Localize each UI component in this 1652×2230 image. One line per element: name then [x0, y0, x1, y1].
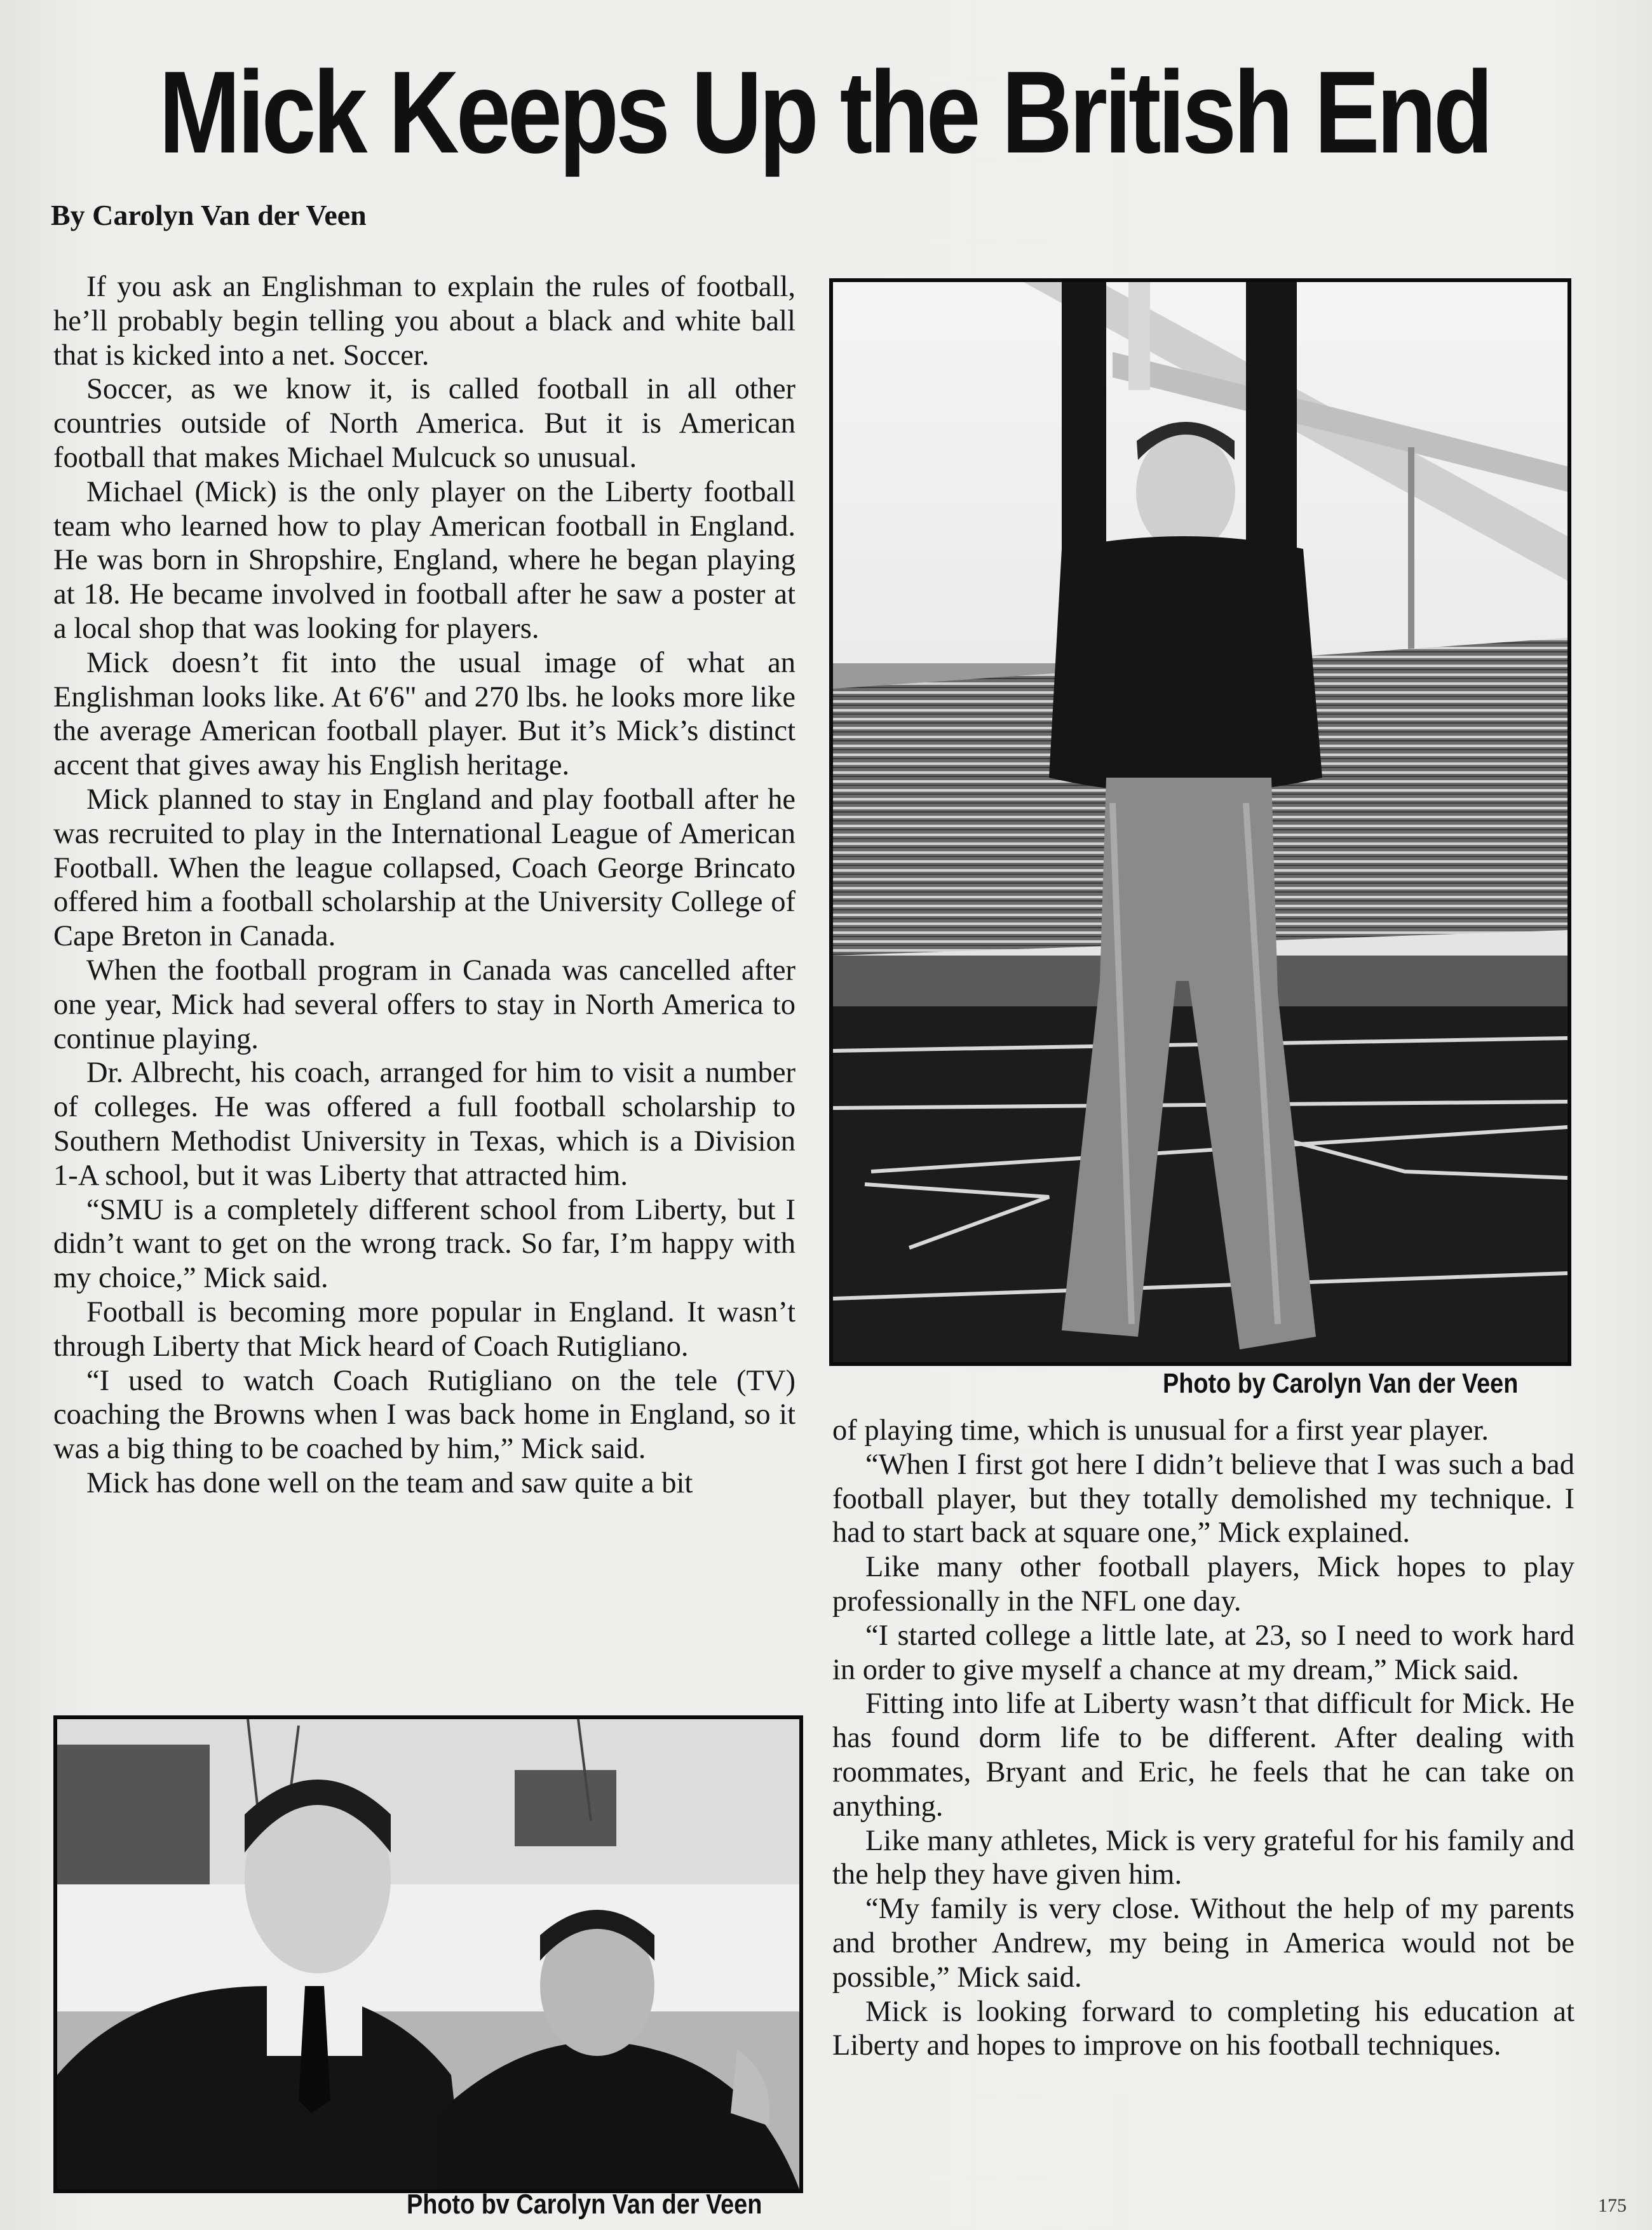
right-text-column [832, 1414, 1574, 2189]
paragraph: Like many athletes, Mick is very grateful for his family and the help they have given him. [832, 1824, 1574, 1891]
paragraph: Mick doesn’t fit into the usual image of what an Englishman looks like. At 6′6" and 270 lbs. he looks more like the average American football player. But it’s Mick’s distinct accent that gives away his English heritage. [53, 646, 796, 782]
article-title: Mick Keeps Up the British End [158, 46, 1491, 177]
bottom-photo-credit: Photo bv Carolyn Van der Veen [407, 2189, 762, 2220]
article-byline: By Carolyn Van der Veen [51, 199, 367, 231]
paragraph: Dr. Albrecht, his coach, arranged for him to visit a number of colleges. He was offered a full football scholarship to Southern Methodist University in Texas, which is a Division 1-A school, but it was Liberty that attracted him. [53, 1057, 796, 1192]
paragraph-continuation: of playing time, which is unusual for a first year player. [832, 1414, 1489, 1447]
paragraph: “My family is very close. Without the help of my parents and brother Andrew, my being in America would not be possible,” Mick said. [832, 1893, 1574, 1994]
paragraph: Mick planned to stay in England and play football after he was recruited to play in the International League of American Football. When the league collapsed, Coach George Brincato offered him a football scholarship at the University College of Cape Breton in Canada. [53, 783, 796, 953]
paragraph: Like many other football players, Mick hopes to play professionally in the NFL one day. [832, 1551, 1574, 1618]
paragraph: Soccer, as we know it, is called football in all other countries outside of North America. But it is American football that makes Michael Mulcuck so unusual. [53, 373, 796, 474]
photo-player-hanging-goalpost [829, 278, 1571, 1366]
paragraph: “I used to watch Coach Rutigliano on the tele (TV) coaching the Browns when I was back home in England, so it was a big thing to be coached by him,” Mick said. [53, 1364, 796, 1466]
paragraph: “When I first got here I didn’t believe that I was such a bad football player, but they totally demolished my technique. I had to start back at square one,” Mick explained. [832, 1448, 1574, 1550]
portrait-photo-illustration [57, 1719, 799, 2189]
main-photo-credit: Photo by Carolyn Van der Veen [1163, 1368, 1519, 1399]
paragraph: Michael (Mick) is the only player on the Liberty football team who learned how to play American football in England. He was born in Shropshire, England, where he began playing at 18. He became involved in football after he saw a poster at a local shop that was looking for players. [53, 475, 796, 645]
paragraph: If you ask an Englishman to explain the rules of football, he’ll probably begin telling you about a black and white ball that is kicked into a net. Soccer. [53, 271, 796, 372]
photo-mick-with-coach [53, 1715, 803, 2193]
paragraph: “I started college a little late, at 23, so I need to work hard in order to give myself a chance at my dream,” Mick said. [832, 1619, 1574, 1686]
stadium-photo-illustration [833, 282, 1567, 1362]
paragraph: When the football program in Canada was cancelled after one year, Mick had several offers to stay in North America to continue playing. [53, 954, 796, 1055]
paragraph: Mick has done well on the team and saw quite a bit [86, 1466, 693, 1499]
paragraph: Football is becoming more popular in England. It wasn’t through Liberty that Mick heard of Coach Rutigliano. [53, 1295, 796, 1363]
paragraph: Fitting into life at Liberty wasn’t that difficult for Mick. He has found dorm life to be different. After dealing with roommates, Bryant and Eric, he feels that he can take on anything. [832, 1687, 1574, 1823]
left-text-column [53, 270, 796, 1709]
paragraph: “SMU is a completely different school from Liberty, but I didn’t want to get on the wrong track. So far, I’m happy with my choice,” Mick said. [53, 1193, 796, 1295]
page-number: 175 [1598, 2195, 1627, 2216]
paragraph: Mick is looking forward to completing his education at Liberty and hopes to improve on his football techniques. [832, 1995, 1574, 2062]
